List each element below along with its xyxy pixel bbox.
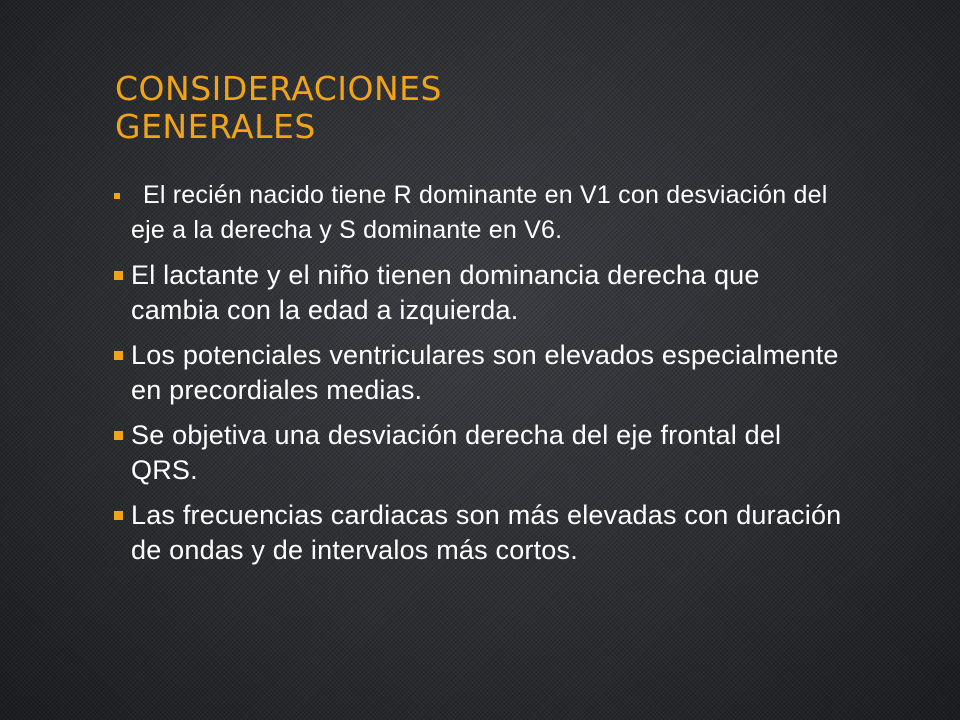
slide-title xyxy=(115,70,442,146)
bullet-item xyxy=(110,178,850,248)
bullet-item xyxy=(110,258,850,328)
square-bullet-icon xyxy=(114,511,123,520)
bullet-text: El recién nacido tiene R dominante en V1 con desviación del eje a la derecha y S dominante en V6. xyxy=(131,181,828,244)
bullet-list xyxy=(110,178,850,578)
bullet-text: Se objetiva una desviación derecha del eje frontal del QRS. xyxy=(131,420,782,485)
bullet-text: Los potenciales ventriculares son elevados especialmente en precordiales medias. xyxy=(131,340,839,405)
bullet-text: El lactante y el niño tienen dominancia derecha que cambia con la edad a izquierda. xyxy=(131,260,760,325)
title-line-1: CONSIDERACIONES xyxy=(115,69,442,108)
square-bullet-icon xyxy=(114,193,120,199)
square-bullet-icon xyxy=(114,431,123,440)
title-line-2: GENERALES xyxy=(115,107,316,146)
bullet-item xyxy=(110,418,850,488)
square-bullet-icon xyxy=(114,351,123,360)
square-bullet-icon xyxy=(114,271,123,280)
bullet-item xyxy=(110,498,850,568)
bullet-item xyxy=(110,338,850,408)
bullet-text: Las frecuencias cardiacas son más elevadas con duración de ondas y de intervalos más cortos. xyxy=(131,500,842,565)
